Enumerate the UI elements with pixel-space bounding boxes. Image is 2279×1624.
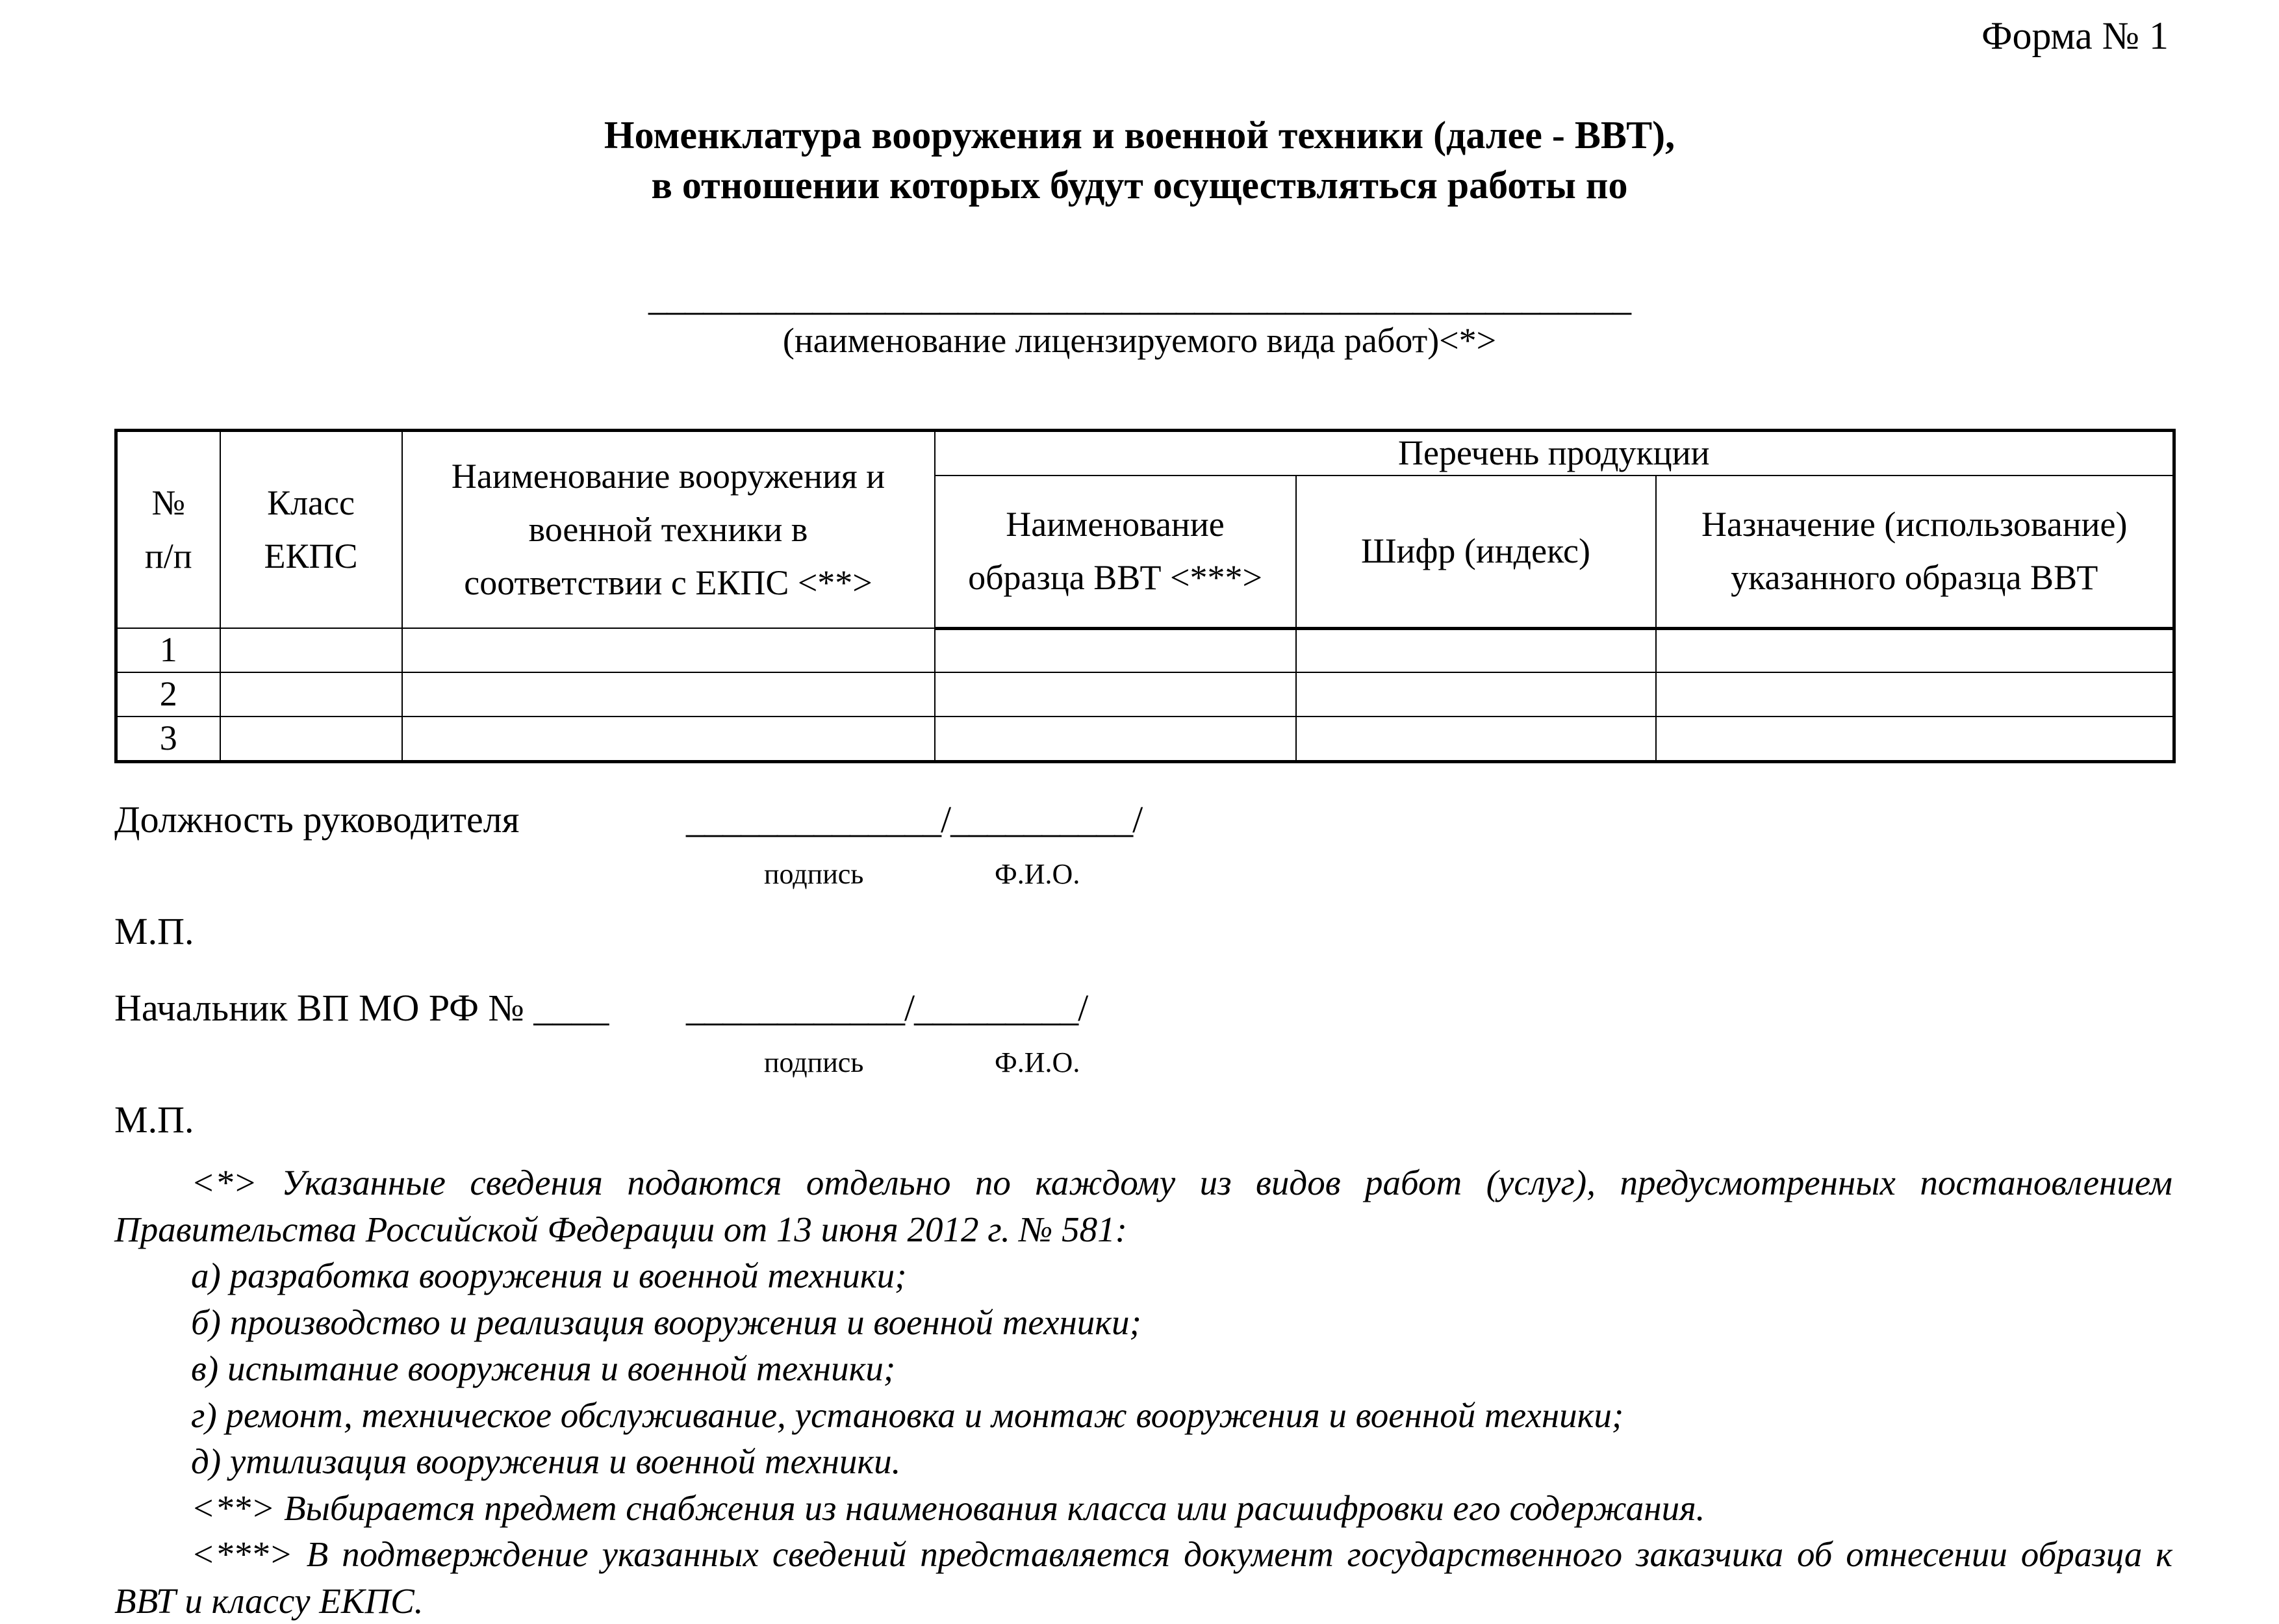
header-class-ekps <box>220 431 402 629</box>
header-sample-line-1: Наименование <box>1006 505 1225 544</box>
table-row <box>116 672 2174 717</box>
signature-role-label: Должность руководителя <box>114 798 520 841</box>
cell-class-ekps[interactable] <box>220 717 402 761</box>
footnote-list-item-v: в) испытание вооружения и военной техники; <box>191 1349 896 1388</box>
cell-sample-name[interactable] <box>935 672 1296 717</box>
nomenclature-table <box>114 429 2176 763</box>
cell-code-index[interactable] <box>1296 672 1656 717</box>
signature-row <box>114 987 2193 1047</box>
cell-weapon-name[interactable] <box>402 628 935 672</box>
header-sample-name <box>935 476 1296 629</box>
cell-class-ekps[interactable] <box>220 672 402 717</box>
cell-class-ekps[interactable] <box>220 628 402 672</box>
blank-fill-line[interactable]: ______________________________________________________ <box>648 276 1631 318</box>
header-number-line-2: п/п <box>144 536 192 576</box>
footnote-list-item-a: а) разработка вооружения и военной техники; <box>191 1256 907 1295</box>
license-work-type-blank <box>0 276 2279 362</box>
blank-caption: (наименование лицензируемого вида работ)<*> <box>782 320 1497 360</box>
signature-captions <box>114 1047 2193 1093</box>
signature-fill-lines[interactable]: ____________/_________/ <box>686 987 1088 1029</box>
caption-signature: подпись <box>764 858 864 890</box>
stamp-place-label: М.П. <box>114 1098 194 1141</box>
caption-signature: подпись <box>764 1047 864 1078</box>
stamp-place-label: М.П. <box>114 910 194 952</box>
header-purpose-line-2: указанного образца ВВТ <box>1731 557 2098 597</box>
cell-row-number: 3 <box>116 717 220 761</box>
cell-weapon-name[interactable] <box>402 717 935 761</box>
signature-fill-lines[interactable]: ______________/__________/ <box>686 798 1143 841</box>
caption-fio: Ф.И.О. <box>995 1047 1080 1078</box>
footnotes-section <box>114 1160 2172 1624</box>
signature-captions <box>114 859 2193 904</box>
header-code-index-label: Шифр (индекс) <box>1361 531 1590 570</box>
signature-block-vp-chief <box>114 987 2193 1141</box>
caption-fio: Ф.И.О. <box>995 858 1080 890</box>
header-name-line-3: соответствии с ЕКПС <**> <box>464 563 872 602</box>
header-number <box>116 431 220 629</box>
table-row <box>116 628 2174 672</box>
header-class-line-1: Класс <box>267 483 355 522</box>
header-number-line-1: № <box>151 483 186 522</box>
cell-row-number: 1 <box>116 628 220 672</box>
header-sample-line-2: образца ВВТ <***> <box>968 557 1262 597</box>
signature-block-manager <box>114 799 2193 952</box>
cell-code-index[interactable] <box>1296 628 1656 672</box>
header-weapon-name <box>402 431 935 629</box>
cell-code-index[interactable] <box>1296 717 1656 761</box>
header-purpose-line-1: Назначение (использование) <box>1701 505 2128 544</box>
header-class-line-2: ЕКПС <box>264 536 358 576</box>
form-number: Форма № 1 <box>1981 14 2169 57</box>
header-purpose <box>1656 476 2174 629</box>
header-code-index <box>1296 476 1656 629</box>
nomenclature-table-wrapper <box>114 429 2172 763</box>
cell-sample-name[interactable] <box>935 717 1296 761</box>
document-title <box>0 110 2279 210</box>
footnote-one: <*> Указанные сведения подаются отдельно по каждому из видов работ (услуг), предусмотренных постановлением Правительства Российской Федерации от 13 июня 2012 г. № 581: <box>114 1163 2172 1249</box>
footnote-list-item-g: г) ремонт, техническое обслуживание, установка и монтаж вооружения и военной техники; <box>191 1395 1624 1435</box>
footnote-two: <**> Выбирается предмет снабжения из наименования класса или расшифровки его содержания. <box>191 1488 1705 1528</box>
table-row <box>116 717 2174 761</box>
footnote-list-item-d: д) утилизация вооружения и военной техники. <box>191 1441 901 1481</box>
cell-weapon-name[interactable] <box>402 672 935 717</box>
cell-row-number: 2 <box>116 672 220 717</box>
signature-role-label[interactable]: Начальник ВП МО РФ № ____ <box>114 987 609 1029</box>
cell-purpose[interactable] <box>1656 672 2174 717</box>
cell-purpose[interactable] <box>1656 717 2174 761</box>
cell-sample-name[interactable] <box>935 628 1296 672</box>
footnote-list-item-b: б) производство и реализация вооружения и военной техники; <box>191 1302 1141 1342</box>
footnote-three: <***> В подтверждение указанных сведений представляется документ государственного заказчика об отнесении образца к ВВТ и классу ЕКПС. <box>114 1534 2172 1621</box>
header-name-line-2: военной техники в <box>528 509 808 549</box>
title-line-1: Номенклатура вооружения и военной техники (далее - ВВТ), <box>604 114 1675 157</box>
cell-purpose[interactable] <box>1656 628 2174 672</box>
header-name-line-1: Наименование вооружения и <box>451 456 885 496</box>
title-line-2: в отношении которых будут осуществляться работы по <box>651 163 1628 207</box>
signature-row <box>114 799 2193 859</box>
header-product-list-group: Перечень продукции <box>935 431 2174 476</box>
